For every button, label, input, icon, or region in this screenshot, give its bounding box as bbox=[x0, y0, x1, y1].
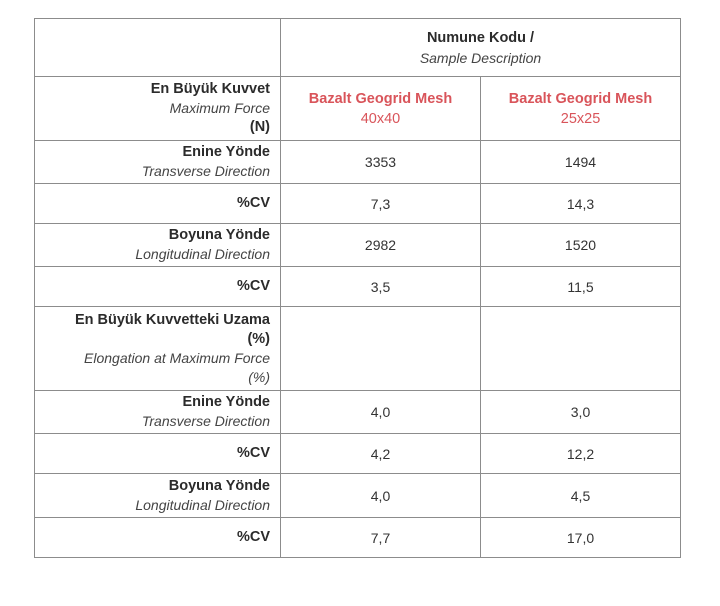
elongation-label-cell bbox=[35, 307, 281, 391]
sample-2-name: Bazalt Geogrid Mesh bbox=[508, 90, 653, 107]
row-label-cell bbox=[35, 434, 281, 474]
results-table-container bbox=[34, 18, 680, 558]
value-cell: 12,2 bbox=[481, 434, 681, 474]
row-label-cell bbox=[35, 474, 281, 518]
row-label-tr: Enine Yönde bbox=[182, 144, 270, 160]
table-row bbox=[35, 518, 681, 558]
header-title-tr: Numune Kodu / bbox=[426, 29, 535, 46]
value-cell: 3,5 bbox=[281, 267, 481, 307]
sample-1-name: Bazalt Geogrid Mesh bbox=[308, 90, 453, 107]
value-cell: 1494 bbox=[481, 141, 681, 184]
table-row bbox=[35, 267, 681, 307]
table-row bbox=[35, 224, 681, 267]
elongation-title-tr: En Büyük Kuvvetteki Uzama bbox=[74, 311, 270, 328]
elongation-unit-en: (%) bbox=[248, 368, 270, 385]
row-label-cell bbox=[35, 141, 281, 184]
results-table bbox=[34, 18, 681, 558]
value-cell: 7,3 bbox=[281, 184, 481, 224]
table-row bbox=[35, 391, 681, 434]
row-label-tr: Enine Yönde bbox=[182, 394, 270, 410]
value-cell: 4,5 bbox=[481, 474, 681, 518]
row-label-tr: Boyuna Yönde bbox=[168, 477, 270, 494]
elongation-title-en: Elongation at Maximum Force bbox=[84, 349, 270, 366]
row-label-en: Longitudinal Direction bbox=[135, 246, 270, 262]
sample-2-code: 25x25 bbox=[560, 110, 601, 127]
header-title-en: Sample Description bbox=[419, 49, 542, 66]
max-force-title-en: Maximum Force bbox=[169, 100, 270, 116]
value-cell: 14,3 bbox=[481, 184, 681, 224]
sample-1-header bbox=[281, 77, 481, 141]
row-label-cell bbox=[35, 518, 281, 558]
row-label-en: Transverse Direction bbox=[141, 163, 270, 179]
row-label-cell bbox=[35, 391, 281, 434]
max-force-title-tr: En Büyük Kuvvet bbox=[150, 81, 270, 97]
sample-description-header bbox=[281, 19, 681, 77]
value-cell: 4,0 bbox=[281, 391, 481, 434]
value-cell: 2982 bbox=[281, 224, 481, 267]
table-row bbox=[35, 141, 681, 184]
value-cell: 11,5 bbox=[481, 267, 681, 307]
max-force-section-row bbox=[35, 77, 681, 141]
value-cell: 4,0 bbox=[281, 474, 481, 518]
value-cell: 7,7 bbox=[281, 518, 481, 558]
sample-1-code: 40x40 bbox=[360, 110, 401, 127]
value-cell: 17,0 bbox=[481, 518, 681, 558]
value-cell: 1520 bbox=[481, 224, 681, 267]
value-cell: 3,0 bbox=[481, 391, 681, 434]
row-label-cell bbox=[35, 267, 281, 307]
elongation-empty-cell bbox=[281, 307, 481, 391]
row-label-cell bbox=[35, 184, 281, 224]
table-row bbox=[35, 434, 681, 474]
elongation-empty-cell bbox=[481, 307, 681, 391]
row-label-tr: %CV bbox=[236, 445, 270, 461]
row-label-tr: %CV bbox=[236, 278, 270, 294]
table-row bbox=[35, 184, 681, 224]
header-empty-cell bbox=[35, 19, 281, 77]
row-label-tr: Boyuna Yönde bbox=[168, 227, 270, 243]
row-label-cell bbox=[35, 224, 281, 267]
sample-2-header bbox=[481, 77, 681, 141]
row-label-tr: %CV bbox=[236, 529, 270, 545]
table-row bbox=[35, 474, 681, 518]
value-cell: 3353 bbox=[281, 141, 481, 184]
row-label-en: Transverse Direction bbox=[141, 413, 270, 429]
max-force-unit: (N) bbox=[249, 119, 270, 135]
row-label-en: Longitudinal Direction bbox=[135, 496, 270, 513]
value-cell: 4,2 bbox=[281, 434, 481, 474]
row-label-tr: %CV bbox=[236, 195, 270, 211]
elongation-unit-tr: (%) bbox=[247, 330, 270, 347]
elongation-section-row bbox=[35, 307, 681, 391]
max-force-label-cell bbox=[35, 77, 281, 141]
header-row bbox=[35, 19, 681, 77]
